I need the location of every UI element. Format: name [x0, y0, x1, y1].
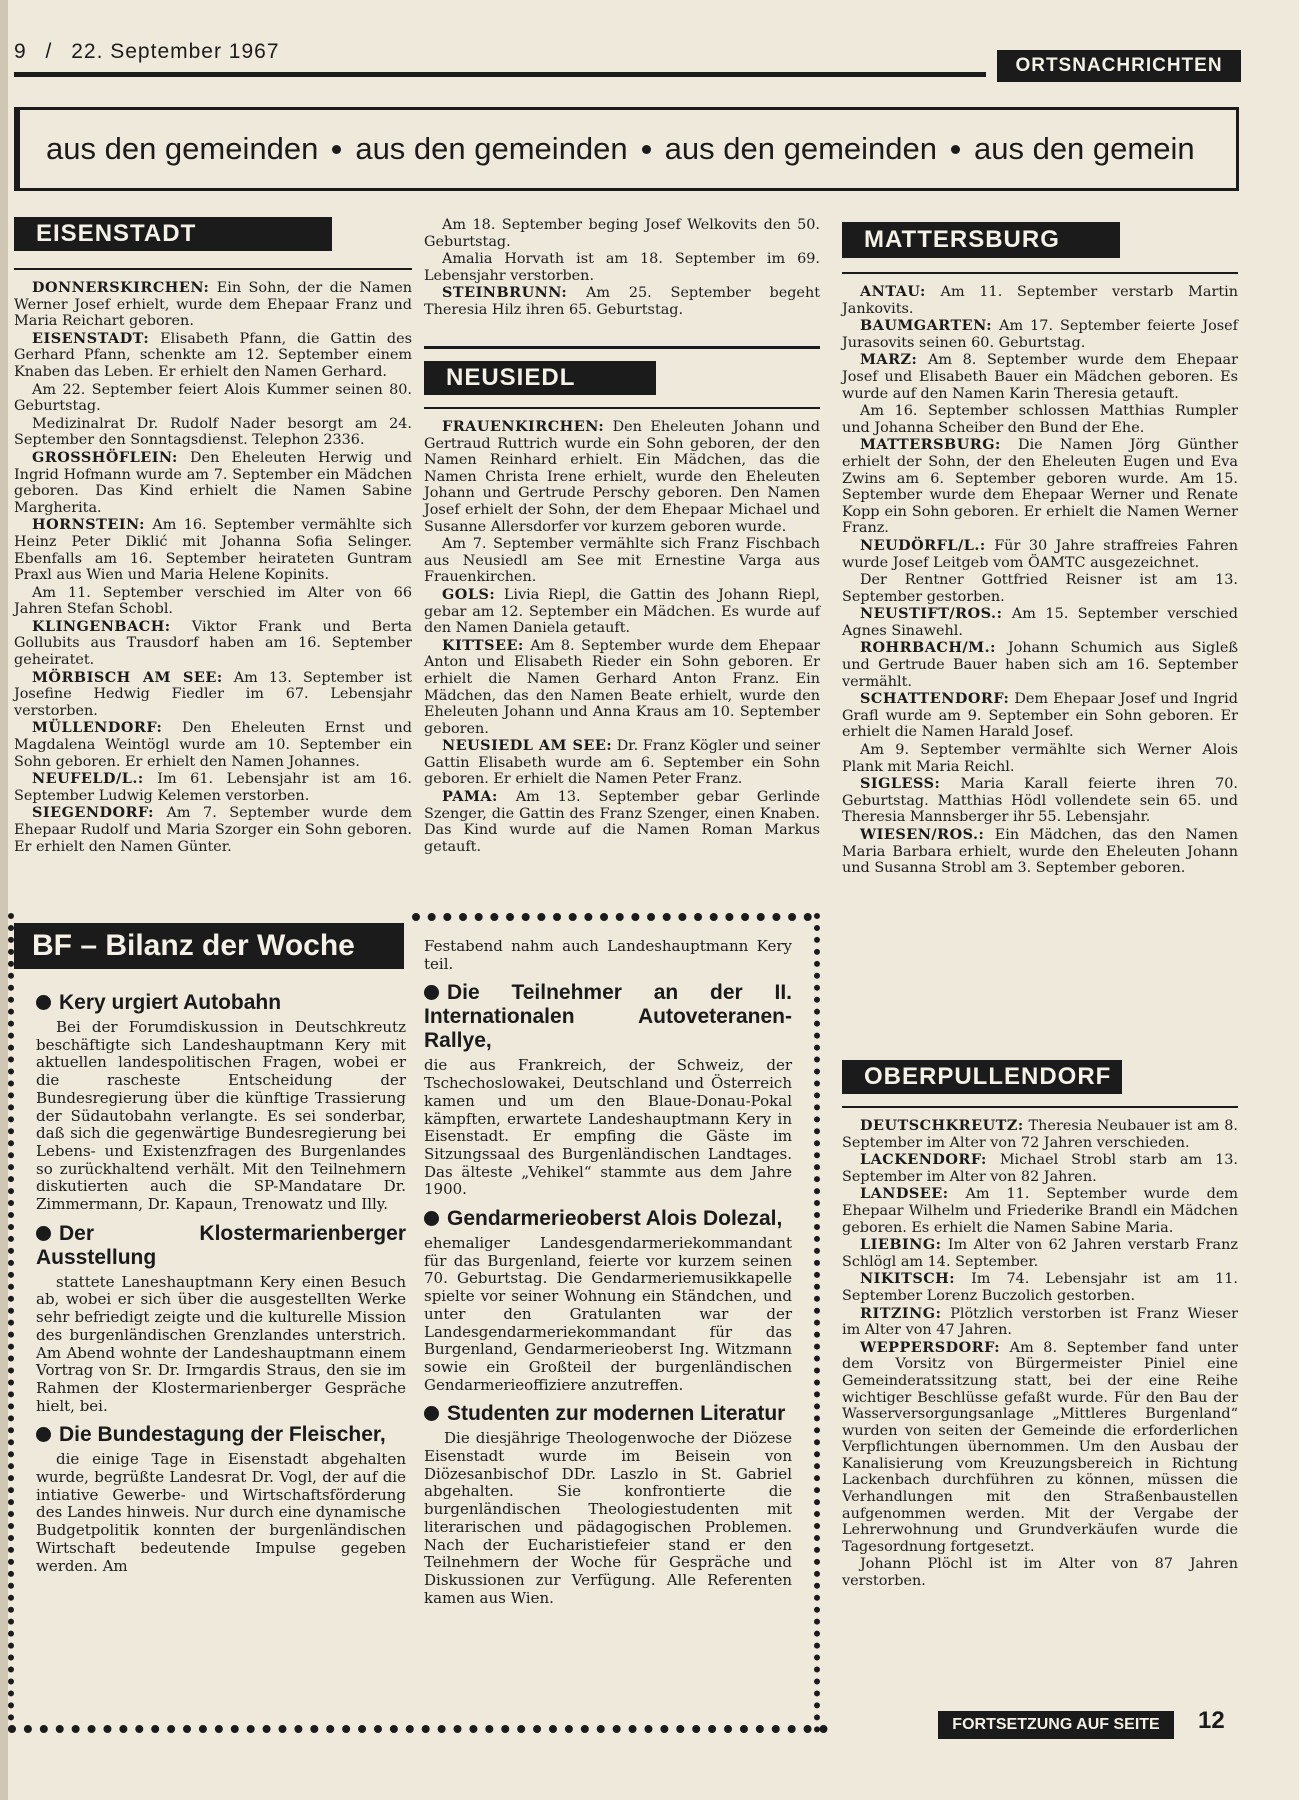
section-badge: ORTSNACHRICHTEN — [997, 50, 1241, 82]
place-name: MARZ: — [860, 351, 918, 369]
bilanz-text: Festabend nahm auch Landeshauptmann Kery teil. — [424, 937, 792, 973]
news-item — [842, 1186, 1238, 1236]
news-text: Medizinalrat Dr. Rudolf Nader besorgt am 24. September den Sonntagsdienst. Telephon 2336. — [14, 415, 412, 449]
news-text: Dem Ehepaar Josef und Ingrid Grafl wurde am 9. September ein Sohn geboren. Er erhielt die Namen Harald Josef. — [842, 691, 1238, 741]
place-name: NEUSIEDL AM SEE: — [442, 737, 613, 755]
news-item — [14, 771, 412, 804]
news-item — [14, 331, 412, 381]
bullet-icon — [36, 1427, 51, 1442]
news-item — [424, 419, 820, 535]
bilanz-text: Die diesjährige Theologenwoche der Diözese Eisenstadt wurde im Beisein von Diözesanbischof DDr. Laszlo in St. Gabriel abgehalten. Sie konfrontierte die burgenländischen Theologiestudenten mit literarischen und pädagogischen Problemen. Nach der Eucharistiefeier stand er den Teilnehmern der Woche für Gespräche und Diskussionen zur Verfügung. Alle Referenten kamen aus Wien. — [424, 1429, 792, 1607]
place-name: NEUSTIFT/ROS.: — [860, 605, 1003, 623]
news-item — [842, 437, 1238, 537]
news-text: Am 15. September verschied Agnes Sinawehl. — [842, 606, 1238, 639]
place-name: ANTAU: — [860, 283, 926, 300]
news-text: Am 22. September feiert Alois Kummer seinen 80. Geburtstag. — [14, 381, 412, 415]
news-item — [842, 538, 1238, 571]
news-item — [424, 789, 820, 855]
banner-text-4: aus den gemein — [973, 131, 1195, 166]
page-header — [14, 40, 280, 64]
news-item — [424, 536, 820, 586]
bullet-icon — [36, 1226, 51, 1241]
news-item — [842, 691, 1238, 741]
news-item — [14, 517, 412, 583]
news-text: Ein Sohn, der die Namen Werner Josef erhielt, wurde dem Ehepaar Franz und Maria Reichart geboren. — [14, 280, 412, 330]
region-mattersburg-label: MATTERSBURG — [842, 222, 1120, 258]
news-item — [842, 1556, 1238, 1589]
gemeinden-banner — [14, 107, 1239, 191]
bullet-icon — [424, 1211, 439, 1226]
news-item — [842, 1237, 1238, 1270]
news-text: Am 8. September wurde dem Ehepaar Josef und Elisabeth Bauer ein Mädchen geboren. Es wurde auf den Namen Karin Theresia getauft. — [842, 352, 1238, 402]
bilanz-text: stattete Laneshauptmann Kery einen Besuch ab, wobei er sich über die ausgestellten Werke sehr befriedigt zeigte und die kulturelle Mission des burgenländischen Grenzlandes unterstrich. Am Abend wohnte der Landeshauptmann einem Vortrag von Sr. Dr. Irmgardis Straus, den sie im Rahmen der Klostermarienberger Gespräche hielt, bei. — [36, 1272, 406, 1415]
bullet-icon — [951, 145, 960, 154]
news-text: Im Alter von 62 Jahren verstarb Franz Schlögl am 14. September. — [842, 1237, 1238, 1270]
news-text: Am 16. September vermählte sich Heinz Peter Diklić mit Johanna Sofia Selinger. Ebenfalls am 16. September heirateten Guntram Praxl aus Wien und Maria Helene Kopinits. — [14, 517, 412, 584]
bullet-icon — [642, 145, 651, 154]
bilanz-left-column — [36, 983, 406, 1575]
news-item — [842, 572, 1238, 605]
news-text: Dr. Franz Kögler und seiner Gattin Elisabeth wurde am 6. September ein Sohn geboren. Er erhielt die Namen Peter Franz. — [424, 738, 821, 788]
bilanz-heading: Kery urgiert Autobahn — [36, 991, 406, 1015]
news-text: Den Eheleuten Herwig und Ingrid Hofmann wurde am 7. September ein Mädchen geboren. Das Kind erhielt die Namen Sabine Margherita. — [14, 449, 412, 516]
news-text: Am 11. September verstarb Martin Jankovits. — [842, 284, 1238, 317]
bilanz-heading: Studenten zur modernen Literatur — [424, 1402, 792, 1426]
news-text: Elisabeth Pfann, die Gattin des Gerhard Pfann, schenkte am 12. September einem Knaben das Leben. Er erhielt den Namen Gerhard. — [14, 330, 412, 380]
column-rule — [424, 407, 820, 409]
news-item — [14, 382, 412, 415]
place-name: LACKENDORF: — [860, 1151, 987, 1169]
news-item — [842, 1152, 1238, 1185]
news-text: Am 11. September wurde dem Ehepaar Wilhelm und Friederike Brandl ein Mädchen geboren. Es erhielt die Namen Sabine Maria. — [842, 1186, 1238, 1236]
bilanz-text: die einige Tage in Eisenstadt abgehalten wurde, begrüßte Landesrat Dr. Vogl, der auf die intiative Gewerbe- und Wirtschaftsförderung des Landes hinweis. Nur durch eine dynamische Budgetpolitik konnten der burgenländischen Wirtschaft bedeutende Impulse gegeben werden. Am — [36, 1450, 406, 1575]
bilanz-item — [36, 1222, 406, 1416]
bilanz-title: BF – Bilanz der Woche — [14, 923, 404, 969]
news-text: Am 17. September feierte Josef Jurasovits seinen 60. Geburtstag. — [842, 318, 1238, 351]
news-item — [842, 1306, 1238, 1339]
news-item — [842, 1118, 1238, 1151]
news-text: Am 25. September begeht Theresia Hilz ihren 65. Geburtstag. — [424, 285, 820, 318]
news-item — [842, 284, 1238, 317]
column2-top-news — [424, 217, 820, 320]
place-name: PAMA: — [442, 788, 498, 806]
banner-text-3: aus den gemeinden — [664, 131, 937, 166]
place-name: MÖRBISCH AM SEE: — [32, 668, 223, 686]
news-item — [842, 318, 1238, 351]
place-name: WEPPERSDORF: — [860, 1338, 1001, 1356]
place-name: WIESEN/ROS.: — [860, 826, 985, 843]
banner-text-2: aus den gemeinden — [355, 131, 628, 166]
column-rule — [14, 268, 412, 270]
news-item — [842, 742, 1238, 775]
place-name: SIGLESS: — [860, 775, 941, 793]
news-text: Am 11. September verschied im Alter von 66 Jahren Stefan Schobl. — [14, 584, 412, 618]
news-text: Theresia Neubauer ist am 8. September im Alter von 72 Jahren verschieden. — [842, 1118, 1238, 1151]
news-item — [424, 638, 820, 738]
news-item — [14, 720, 412, 770]
news-text: Am 8. September fand unter dem Vorsitz von Bürgermeister Piniel eine Gemeinderatssitzung statt, bei der eine Reihe wichtiger Beschlüsse gefaßt wurde. Für den Bau der Wasserversorgungsanlage „Mittleres Burgenland“ wurden von seiten der Gemeinde die erforderlichen Verpflichtungen übernommen. Um den Ausbau der Kanalisierung vom Kreuzungsbereich in Richtung Lackenbach durchführen zu können, müssen die Verhandlungen mit den Straßenbaustellen aufgenommen werden. Mit der Vergabe der Lehrerwohnung und Grundverkäufen wurde die Tagesordnung fortgesetzt. — [842, 1339, 1238, 1555]
place-name: MATTERSBURG: — [860, 436, 1001, 454]
news-item — [424, 738, 820, 788]
region-eisenstadt-label: EISENSTADT — [14, 217, 332, 251]
place-name: RITZING: — [860, 1304, 942, 1322]
news-text: Am 18. September beging Josef Welkovits den 50. Geburtstag. — [424, 217, 820, 250]
region-oberpullendorf-label: OBERPULLENDORF — [842, 1060, 1122, 1094]
bilanz-item — [36, 991, 406, 1214]
news-text: Johann Plöchl ist im Alter von 87 Jahren verstorben. — [842, 1556, 1238, 1590]
place-name: GOLS: — [442, 585, 496, 603]
bilanz-frame-right — [806, 913, 820, 1733]
news-text: Michael Strobl starb am 13. September im Alter von 82 Jahren. — [842, 1152, 1238, 1185]
news-item — [424, 587, 820, 637]
news-text: Den Eheleuten Ernst und Magdalena Weintögl wurde am 10. September ein Sohn geboren. Er erhielt den Namen Johannes. — [14, 720, 412, 770]
news-text: Am 7. September wurde dem Ehepaar Rudolf und Maria Szorger ein Sohn geboren. Er erhielt den Namen Günter. — [14, 805, 412, 855]
bilanz-text: die aus Frankreich, der Schweiz, der Tschechoslowakei, Deutschland und Österreich kamen und um den Blaue-Donau-Pokal kämpften, erwartete Landeshauptmann Kery in Eisenstadt. Er empfing die Gäste im Sitzungssaal des Burgenländischen Landtages. Das älteste „Vehikel“ stammte aus dem Jahre 1900. — [424, 1056, 792, 1199]
bullet-icon — [424, 1406, 439, 1421]
bilanz-heading: Der Klostermarienberger Ausstellung — [36, 1221, 406, 1269]
mattersburg-news — [842, 284, 1238, 878]
news-text: Den Eheleuten Johann und Gertraud Ruttrich wurde ein Sohn geboren, der den Namen Reinhard erhielt. Ein Mädchen, das die Namen Christa Irene erhielt, wurde den Eheleuten Johann und Gertrude Perschy geboren. Den Namen Josef erhielt der Sohn, der dem Ehepaar Michael und Susanne Allersdorfer vor kurzem geboren wurde. — [424, 419, 820, 535]
place-name: HORNSTEIN: — [32, 516, 145, 534]
bilanz-heading: Die Bundestagung der Fleischer, — [36, 1423, 406, 1447]
news-item — [842, 352, 1238, 402]
news-item — [424, 251, 820, 284]
column-rule — [842, 1106, 1238, 1108]
news-item — [842, 640, 1238, 690]
header-rule — [14, 72, 986, 77]
news-text: Im 74. Lebensjahr ist am 11. September Lorenz Buczolich gestorben. — [842, 1271, 1238, 1304]
oberpullendorf-news — [842, 1118, 1238, 1591]
place-name: ROHRBACH/M.: — [860, 639, 996, 657]
news-item — [842, 403, 1238, 436]
news-text: Am 7. September vermählte sich Franz Fischbach aus Neusiedl am See mit Ernestine Varga aus Frauenkirchen. — [424, 536, 820, 586]
bilanz-heading: Die Teilnehmer an der II. Internationalen Autoveteranen-Rallye, — [424, 981, 792, 1053]
place-name: EISENSTADT: — [32, 329, 150, 347]
place-name: LIEBING: — [860, 1236, 942, 1254]
bullet-icon — [332, 145, 341, 154]
bilanz-right-column — [424, 938, 792, 1607]
neusiedl-news — [424, 419, 820, 856]
place-name: FRAUENKIRCHEN: — [442, 418, 605, 435]
news-item — [424, 217, 820, 250]
news-text: Am 9. September vermählte sich Werner Alois Plank mit Maria Reichl. — [842, 742, 1238, 775]
bilanz-item — [36, 1423, 406, 1575]
continue-label: FORTSETZUNG AUF SEITE — [938, 1711, 1174, 1739]
news-text: Am 13. September ist Josefine Hedwig Fiedler im 67. Lebensjahr verstorben. — [14, 669, 412, 719]
bilanz-heading: Gendarmerieoberst Alois Dolezal, — [424, 1207, 792, 1231]
bullet-icon — [424, 985, 439, 1000]
news-text: Livia Riepl, die Gattin des Johann Riepl, gebar am 12. September ein Mädchen. Es wurde auf den Namen Daniela getauft. — [424, 586, 820, 637]
banner-text-1: aus den gemeinden — [46, 131, 319, 166]
news-text: Die Namen Jörg Günther erhielt der Sohn, der den Eheleuten Eugen und Eva Zwins am 6. September geboren wurde. Am 15. September wurde dem Ehepaar Werner und Renate Kopp ein Sohn geboren. Er erhielt die Namen Werner Franz. — [842, 437, 1238, 537]
page-edge — [0, 0, 8, 1800]
news-item — [14, 619, 412, 669]
place-name: STEINBRUNN: — [442, 284, 568, 302]
news-text: Ein Mädchen, das den Namen Maria Barbara erhielt, wurde den Eheleuten Johann und Susanna Strobl am 3. September geboren. — [842, 827, 1238, 877]
place-name: SIEGENDORF: — [32, 804, 154, 822]
continue-page-number: 12 — [1198, 1707, 1225, 1734]
column-rule — [424, 346, 820, 349]
place-name: MÜLLENDORF: — [32, 719, 163, 737]
news-text: Der Rentner Gottfried Reisner ist am 13. September gestorben. — [842, 572, 1238, 605]
news-item — [842, 776, 1238, 826]
news-item — [842, 606, 1238, 639]
news-text: Am 8. September wurde dem Ehepaar Anton und Elisabeth Rieder ein Sohn geboren. Er erhielt die Namen Gerhard Anton Franz. Ein Mädchen, das den Namen Beate erhielt, wurde den Eheleuten Johann und Anna Kraus am 10. September geboren. — [424, 637, 820, 737]
bilanz-item — [424, 1207, 792, 1394]
bullet-icon — [36, 995, 51, 1010]
news-item — [14, 416, 412, 449]
news-item — [14, 670, 412, 720]
header-separator: / — [45, 40, 53, 63]
column-rule — [842, 272, 1238, 274]
place-name: KITTSEE: — [442, 636, 524, 654]
bilanz-text: ehemaliger Landesgendarmeriekommandant für das Burgenland, feierte vor kurzem seinen 70. Geburtstag. Die Gendarmeriemusikkapelle spielte vor seiner Wohnung ein Ständchen, und unter den Gratulanten war der Landesgendarmeriekommandant für das Burgenland, Gendarmerieoberst Ing. Witzmann sowie ein Großteil der burgenländischen Gendarmerieoffiziere anzutreffen. — [424, 1234, 792, 1394]
news-item — [14, 450, 412, 516]
place-name: KLINGENBACH: — [32, 617, 171, 635]
news-text: Amalia Horvath ist am 18. September im 69. Lebensjahr verstorben. — [424, 251, 820, 284]
news-text: Viktor Frank und Berta Gollubits aus Trausdorf haben am 16. September geheiratet. — [14, 618, 412, 669]
page-number: 9 — [14, 40, 27, 63]
place-name: DEUTSCHKREUTZ: — [860, 1117, 1024, 1134]
region-neusiedl-label: NEUSIEDL — [424, 361, 656, 395]
news-item — [842, 1340, 1238, 1556]
news-text: Am 16. September schlossen Matthias Rumpler und Johanna Scheiber den Bund der Ehe. — [842, 403, 1238, 436]
news-text: Maria Karall feierte ihren 70. Geburtstag. Matthias Hödl vollendete sein 65. und Theresia Mannsberger ihr 55. Lebensjahr. — [842, 776, 1238, 826]
place-name: NEUDÖRFL/L.: — [860, 536, 986, 554]
news-item — [842, 827, 1238, 877]
bilanz-item — [424, 981, 792, 1199]
place-name: DONNERSKIRCHEN: — [32, 279, 210, 296]
place-name: NEUFELD/L.: — [32, 770, 144, 788]
news-text: Johann Schumich aus Sigleß und Gertrude Bauer haben sich am 16. September vermählt. — [842, 640, 1238, 690]
news-text: Für 30 Jahre straffreies Fahren wurde Josef Leitgeb vom ÖAMTC ausgezeichnet. — [842, 537, 1238, 571]
bilanz-text: Bei der Forumdiskussion in Deutschkreutz beschäftigte sich Landeshauptmann Kery mit aktuellen landespolitischen Fragen, wobei er die rascheste Entscheidung der Bundesregierung über die künftige Trassierung der Südautobahn verlangte. Es sei sonderbar, daß sich die gegenwärtige Bundesregierung bei Lebens- und Existenzfragen des Burgenlandes so zurückhaltend verhält. Mit den Teilnehmern diskutierten auch die SP-Mandatare Dr. Zimmermann, Dr. Kapaun, Trenowatz und Illy. — [36, 1018, 406, 1214]
news-item — [424, 285, 820, 318]
place-name: NIKITSCH: — [860, 1270, 956, 1288]
news-text: Plötzlich verstorben ist Franz Wieser im Alter von 47 Jahren. — [842, 1305, 1238, 1339]
eisenstadt-news — [14, 280, 412, 856]
place-name: LANDSEE: — [860, 1185, 949, 1203]
bilanz-item — [424, 1402, 792, 1607]
bilanz-frame-top — [412, 913, 812, 929]
news-item — [14, 805, 412, 855]
news-text: Im 61. Lebensjahr ist am 16. September Ludwig Kelemen verstorben. — [14, 771, 412, 804]
news-item — [14, 280, 412, 330]
issue-date: 22. September 1967 — [71, 40, 280, 63]
place-name: SCHATTENDORF: — [860, 690, 1010, 708]
place-name: GROSSHÖFLEIN: — [32, 448, 178, 466]
news-text: Am 13. September gebar Gerlinde Szenger, die Gattin des Franz Szenger, einen Knaben. Das Kind wurde auf die Namen Roman Markus getauft. — [424, 789, 820, 855]
place-name: BAUMGARTEN: — [860, 317, 993, 335]
news-item — [842, 1271, 1238, 1304]
news-item — [14, 585, 412, 618]
